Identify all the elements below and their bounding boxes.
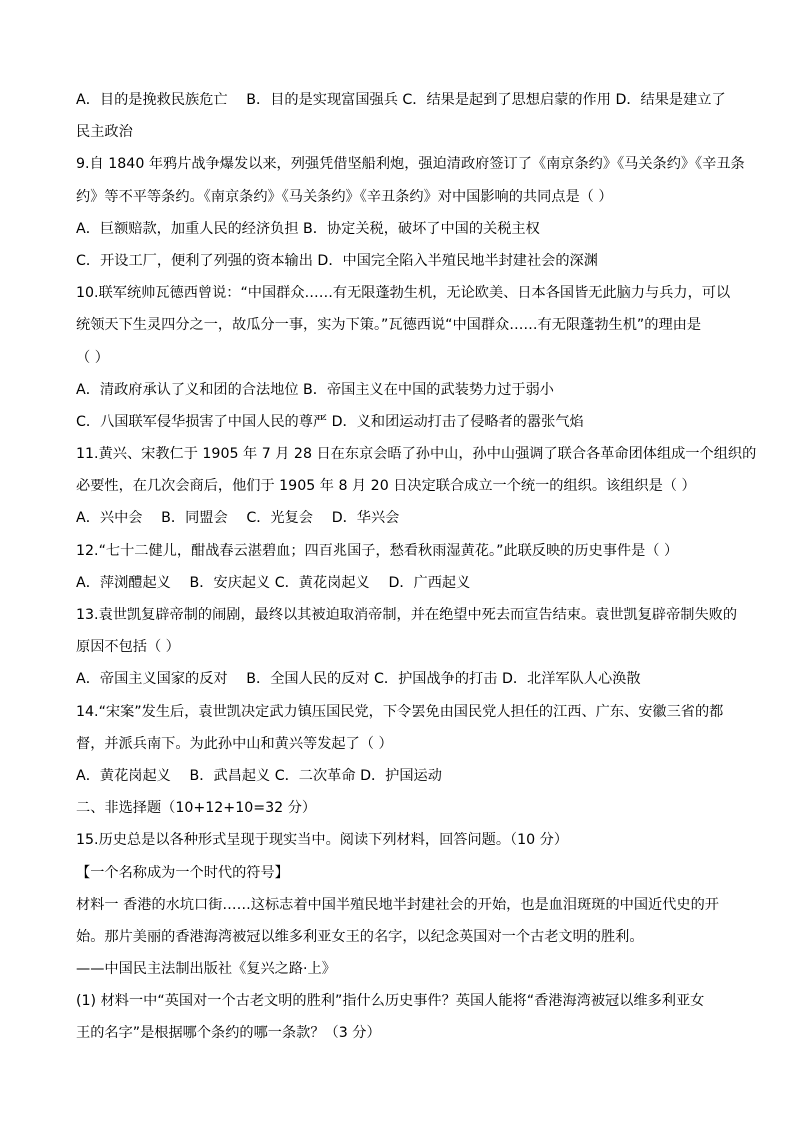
- q13-options: A．帝国主义国家的反对 B．全国人民的反对 C．护国战争的打击 D．北洋军队人心涣散: [76, 671, 641, 688]
- q9-options-cd: C．开设工厂，便利了列强的资本输出 D．中国完全陷入半殖民地半封建社会的深渊: [76, 252, 598, 269]
- q9-options-ab: A．巨额赔款，加重人民的经济负担 B．协定关税，破坏了中国的关税主权: [76, 220, 540, 237]
- q15-sub1-line: (1) 材料一中“英国对一个古老文明的胜利”指什么历史事件？英国人能将“香港海湾被冠以维多利亚女: [76, 993, 705, 1010]
- material-1-line: 材料一 香港的水坑口街……这标志着中国半殖民地半封建社会的开始，也是血泪斑斑的中国近代史的开: [76, 896, 719, 913]
- q14-options: A．黄花岗起义 B．武昌起义 C．二次革命 D．护国运动: [76, 767, 442, 784]
- section-heading-nonchoice: 二、非选择题（10+12+10=32 分）: [76, 800, 317, 817]
- q15-stem-line: 15.历史总是以各种形式呈现于现实当中。阅读下列材料，回答问题。（10 分）: [76, 832, 569, 849]
- q8-options-line: A．目的是挽救民族危亡 B．目的是实现富国强兵 C．结果是起到了思想启蒙的作用 D．结果是建立了: [76, 92, 726, 108]
- q13-stem-line: 13.袁世凯复辟帝制的闹剧，最终以其被迫取消帝制，并在绝望中死去而宣告结束。袁世凯复辟帝制失败的: [76, 607, 738, 623]
- material-1-source: ——中国民主法制出版社《复兴之路·上》: [76, 961, 336, 978]
- q10-options-ab: A．清政府承认了义和团的合法地位 B．帝国主义在中国的武装势力过于弱小: [76, 381, 554, 398]
- q9-stem-line: 9.自 1840 年鸦片战争爆发以来，列强凭借坚船利炮，强迫清政府签订了《南京条约》《马关条约》《辛丑条: [76, 156, 745, 173]
- q15-sub1-line-cont: 王的名字”是根据哪个条约的哪一条款？（3 分）: [76, 1025, 381, 1042]
- q10-stem-line-cont: 统领天下生灵四分之一，故瓜分一事，实为下策。”瓦德西说“中国群众……有无限蓬勃生机”的理由是: [76, 317, 702, 334]
- q11-stem-line: 11.黄兴、宋教仁于 1905 年 7 月 28 日在东京会晤了孙中山，孙中山强调了联合各革命团体组成一个组织的: [76, 446, 757, 463]
- q10-stem-line: 10.联军统帅瓦德西曾说：“中国群众……有无限蓬勃生机，无论欧美、日本各国皆无此脑力与兵力，可以: [76, 285, 731, 302]
- document-page: [76, 84, 757, 1050]
- material-1-line-cont: 始。那片美丽的香港海湾被冠以维多利亚女王的名字，以纪念英国对一个古老文明的胜利。: [76, 928, 644, 945]
- q11-stem-line-cont: 必要性，在几次会商后，他们于 1905 年 8 月 20 日决定联合成立一个统一的组织。该组织是（ ）: [76, 478, 696, 495]
- q10-answer-blank: （ ）: [76, 349, 109, 366]
- q12-stem-line: 12.“七十二健儿，酣战春云湛碧血；四百兆国子，愁看秋雨湿黄花。”此联反映的历史事件是（ ）: [76, 542, 679, 559]
- q10-options-cd: C．八国联军侵华损害了中国人民的尊严 D．义和团运动打击了侵略者的嚣张气焰: [76, 413, 584, 430]
- q8-options-line-cont: 民主政治: [76, 124, 133, 141]
- q9-stem-line-cont: 约》等不平等条约。《南京条约》《马关条约》《辛丑条约》对中国影响的共同点是（ ）: [76, 188, 613, 205]
- q14-stem-line: 14.“宋案”发生后，袁世凯决定武力镇压国民党，下令罢免由国民党人担任的江西、广东、安徽三省的都: [76, 703, 724, 720]
- q12-options: A．萍浏醴起义 B．安庆起义 C．黄花岗起义 D．广西起义: [76, 574, 471, 591]
- q11-options: A．兴中会 B．同盟会 C．光复会 D．华兴会: [76, 510, 400, 527]
- q14-stem-line-cont: 督，并派兵南下。为此孙中山和黄兴等发起了（ ）: [76, 735, 393, 752]
- q15-topic-heading: 【一个名称成为一个时代的符号】: [76, 864, 289, 881]
- q13-stem-line-cont: 原因不包括（ ）: [76, 639, 180, 656]
